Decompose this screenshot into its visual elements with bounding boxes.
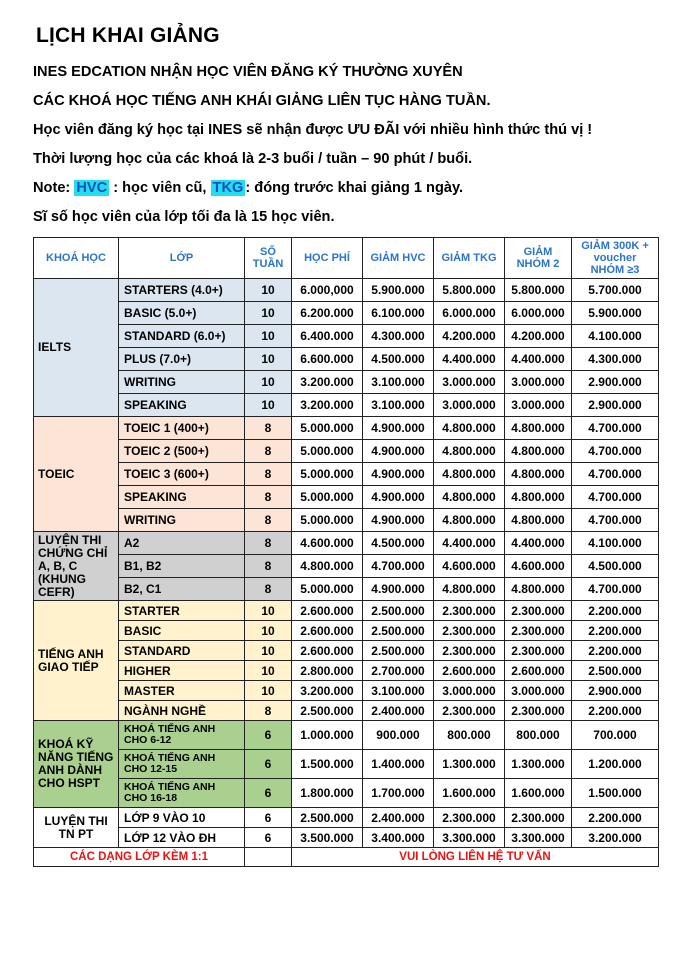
cell-g2: 4.400.000: [505, 348, 572, 371]
cell-hvc: 1.400.000: [363, 750, 434, 779]
cell-v: 2.200.000: [572, 641, 659, 661]
cell-fee: 1.800.000: [292, 779, 363, 808]
class-name: LỚP 12 VÀO ĐH: [119, 828, 245, 848]
cell-tkg: 800.000: [434, 721, 505, 750]
cell-g2: 2.300.000: [505, 641, 572, 661]
cell-fee: 2.500.000: [292, 808, 363, 828]
cell-g2: 4.400.000: [505, 532, 572, 555]
cell-g2: 3.000.000: [505, 371, 572, 394]
table-row: [34, 371, 659, 394]
cell-w: 6: [245, 779, 292, 808]
cell-tkg: 4.800.000: [434, 417, 505, 440]
footer-row: [34, 848, 659, 867]
cell-w: 10: [245, 348, 292, 371]
cell-w: 10: [245, 621, 292, 641]
cell-tkg: 3.300.000: [434, 828, 505, 848]
class-name: NGÀNH NGHỀ: [119, 701, 245, 721]
cell-hvc: 4.900.000: [363, 440, 434, 463]
class-name: WRITING: [119, 371, 245, 394]
cell-tkg: 4.800.000: [434, 440, 505, 463]
cell-v: 3.200.000: [572, 828, 659, 848]
class-name: B2, C1: [119, 578, 245, 601]
cell-v: 5.900.000: [572, 302, 659, 325]
cell-g2: 4.800.000: [505, 440, 572, 463]
cell-w: 8: [245, 578, 292, 601]
cell-w: 10: [245, 394, 292, 417]
header-tkg: GIẢM TKG: [434, 238, 505, 279]
cell-fee: 6.600.000: [292, 348, 363, 371]
cell-g2: 2.300.000: [505, 701, 572, 721]
intro-line-2: CÁC KHOÁ HỌC TIẾNG ANH KHÁI GIẢNG LIÊN TỤC HÀNG TUẦN.: [33, 93, 491, 109]
cell-v: 2.200.000: [572, 621, 659, 641]
cell-hvc: 4.900.000: [363, 463, 434, 486]
cell-tkg: 3.000.000: [434, 681, 505, 701]
group-ielts: IELTS: [34, 279, 119, 417]
cell-w: 10: [245, 302, 292, 325]
class-name: STANDARD (6.0+): [119, 325, 245, 348]
cell-w: 10: [245, 371, 292, 394]
class-name: SPEAKING: [119, 486, 245, 509]
cell-tkg: 2.300.000: [434, 808, 505, 828]
cell-fee: 5.000.000: [292, 440, 363, 463]
class-name: PLUS (7.0+): [119, 348, 245, 371]
cell-w: 10: [245, 641, 292, 661]
header-group: GIẢM NHÓM 2: [505, 238, 572, 279]
cell-w: 8: [245, 509, 292, 532]
cell-w: 6: [245, 750, 292, 779]
table-body: [34, 279, 659, 867]
cell-fee: 5.000.000: [292, 578, 363, 601]
cell-g2: 4.800.000: [505, 486, 572, 509]
cell-w: 8: [245, 463, 292, 486]
class-name: MASTER: [119, 681, 245, 701]
cell-w: 10: [245, 325, 292, 348]
cell-w: 10: [245, 279, 292, 302]
cell-w: 6: [245, 721, 292, 750]
class-name: TOEIC 3 (600+): [119, 463, 245, 486]
table-row: [34, 302, 659, 325]
table-row: [34, 808, 659, 828]
table-row: [34, 750, 659, 779]
class-name: KHOÁ TIẾNG ANH CHO 12-15: [119, 750, 245, 779]
cell-v: 4.100.000: [572, 325, 659, 348]
footer-left: CÁC DẠNG LỚP KÈM 1:1: [34, 848, 245, 867]
cell-hvc: 2.500.000: [363, 601, 434, 621]
cell-v: 4.500.000: [572, 555, 659, 578]
header-course: KHOÁ HỌC: [34, 238, 119, 279]
class-name: TOEIC 2 (500+): [119, 440, 245, 463]
cell-tkg: 3.000.000: [434, 394, 505, 417]
cell-tkg: 4.200.000: [434, 325, 505, 348]
cell-g2: 6.000.000: [505, 302, 572, 325]
cell-tkg: 2.300.000: [434, 601, 505, 621]
cell-hvc: 1.700.000: [363, 779, 434, 808]
intro-line-6: Sĩ số học viên của lớp tối đa là 15 học viên.: [33, 209, 335, 225]
cell-tkg: 2.300.000: [434, 701, 505, 721]
cell-w: 8: [245, 701, 292, 721]
cell-g2: 2.600.000: [505, 661, 572, 681]
tuition-table: [33, 237, 659, 867]
table-row: [34, 348, 659, 371]
cell-g2: 800.000: [505, 721, 572, 750]
cell-hvc: 4.900.000: [363, 578, 434, 601]
table-row: [34, 463, 659, 486]
class-name: KHOÁ TIẾNG ANH CHO 16-18: [119, 779, 245, 808]
cell-fee: 1.000.000: [292, 721, 363, 750]
table-row: [34, 779, 659, 808]
table-row: [34, 701, 659, 721]
cell-g2: 4.600.000: [505, 555, 572, 578]
table-row: [34, 279, 659, 302]
cell-g2: 4.800.000: [505, 417, 572, 440]
cell-v: 1.200.000: [572, 750, 659, 779]
cell-fee: 3.500.000: [292, 828, 363, 848]
footer-right: VUI LÒNG LIÊN HỆ TƯ VẤN: [292, 848, 659, 867]
cell-tkg: 6.000.000: [434, 302, 505, 325]
cell-tkg: 1.600.000: [434, 779, 505, 808]
cell-tkg: 5.800.000: [434, 279, 505, 302]
cell-tkg: 4.800.000: [434, 578, 505, 601]
header-class: LỚP: [119, 238, 245, 279]
class-name: LỚP 9 VÀO 10: [119, 808, 245, 828]
cell-hvc: 5.900.000: [363, 279, 434, 302]
cell-tkg: 4.400.000: [434, 348, 505, 371]
table-row: [34, 440, 659, 463]
cell-hvc: 4.900.000: [363, 486, 434, 509]
cell-w: 6: [245, 808, 292, 828]
table-row: [34, 555, 659, 578]
class-name: KHOÁ TIẾNG ANH CHO 6-12: [119, 721, 245, 750]
cell-tkg: 2.600.000: [434, 661, 505, 681]
cell-fee: 4.800.000: [292, 555, 363, 578]
cell-g2: 3.000.000: [505, 681, 572, 701]
group-toeic: TOEIC: [34, 417, 119, 532]
cell-v: 4.100.000: [572, 532, 659, 555]
table-row: [34, 578, 659, 601]
cell-hvc: 3.400.000: [363, 828, 434, 848]
cell-tkg: 4.800.000: [434, 509, 505, 532]
group-kn: KHOÁ KỸ NĂNG TIẾNG ANH DÀNH CHO HSPT: [34, 721, 119, 808]
cell-g2: 4.200.000: [505, 325, 572, 348]
tkg-highlight: TKG: [212, 180, 244, 196]
cell-hvc: 4.900.000: [363, 417, 434, 440]
cell-g2: 3.300.000: [505, 828, 572, 848]
cell-v: 4.700.000: [572, 578, 659, 601]
cell-hvc: 3.100.000: [363, 681, 434, 701]
class-name: WRITING: [119, 509, 245, 532]
table-row: [34, 325, 659, 348]
cell-fee: 2.600.000: [292, 621, 363, 641]
class-name: TOEIC 1 (400+): [119, 417, 245, 440]
cell-v: 2.900.000: [572, 371, 659, 394]
table-row: [34, 828, 659, 848]
class-name: STANDARD: [119, 641, 245, 661]
cell-tkg: 4.600.000: [434, 555, 505, 578]
class-name: HIGHER: [119, 661, 245, 681]
table-row: [34, 721, 659, 750]
cell-v: 4.700.000: [572, 486, 659, 509]
table-row: [34, 532, 659, 555]
table-row: [34, 641, 659, 661]
cell-g2: 2.300.000: [505, 808, 572, 828]
cell-v: 4.700.000: [572, 463, 659, 486]
cell-tkg: 4.800.000: [434, 463, 505, 486]
cell-fee: 2.600.000: [292, 601, 363, 621]
cell-fee: 6.200.000: [292, 302, 363, 325]
intro-line-3: Học viên đăng ký học tại INES sẽ nhận được ƯU ĐÃI với nhiều hình thức thú vị !: [33, 122, 593, 138]
note-end: : đóng trước khai giảng 1 ngày.: [245, 180, 464, 196]
cell-w: 8: [245, 486, 292, 509]
cell-fee: 1.500.000: [292, 750, 363, 779]
cell-w: 8: [245, 555, 292, 578]
cell-v: 2.900.000: [572, 394, 659, 417]
cell-hvc: 3.100.000: [363, 394, 434, 417]
class-name: A2: [119, 532, 245, 555]
class-name: BASIC (5.0+): [119, 302, 245, 325]
cell-hvc: 3.100.000: [363, 371, 434, 394]
table-row: [34, 417, 659, 440]
cell-w: 6: [245, 828, 292, 848]
hvc-highlight: HVC: [76, 180, 108, 196]
cell-fee: 5.000.000: [292, 509, 363, 532]
cell-hvc: 2.500.000: [363, 621, 434, 641]
table-row: [34, 486, 659, 509]
cell-hvc: 6.100.000: [363, 302, 434, 325]
cell-fee: 2.800.000: [292, 661, 363, 681]
page-title: LỊCH KHAI GIẢNG: [36, 24, 220, 47]
cell-fee: 2.600.000: [292, 641, 363, 661]
cell-hvc: 2.700.000: [363, 661, 434, 681]
class-name: STARTER: [119, 601, 245, 621]
note-mid: : học viên cũ,: [109, 180, 211, 196]
cell-fee: 3.200.000: [292, 371, 363, 394]
group-cefr: LUYỆN THI CHỨNG CHỈ A, B, C (KHUNG CEFR): [34, 532, 119, 601]
cell-tkg: 4.800.000: [434, 486, 505, 509]
cell-v: 4.700.000: [572, 509, 659, 532]
cell-v: 2.200.000: [572, 808, 659, 828]
cell-hvc: 4.900.000: [363, 509, 434, 532]
cell-g2: 2.300.000: [505, 621, 572, 641]
cell-g2: 2.300.000: [505, 601, 572, 621]
table-row: [34, 601, 659, 621]
cell-v: 2.900.000: [572, 681, 659, 701]
cell-hvc: 4.700.000: [363, 555, 434, 578]
footer-empty: [245, 848, 292, 867]
cell-fee: 6.000,000: [292, 279, 363, 302]
table-row: [34, 661, 659, 681]
header-voucher: GIẢM 300K + voucher NHÓM ≥3: [572, 238, 659, 279]
cell-tkg: 3.000.000: [434, 371, 505, 394]
cell-g2: 1.600.000: [505, 779, 572, 808]
header-fee: HỌC PHÍ: [292, 238, 363, 279]
cell-hvc: 4.300.000: [363, 325, 434, 348]
table-row: [34, 509, 659, 532]
cell-w: 8: [245, 440, 292, 463]
table-row: [34, 394, 659, 417]
cell-v: 2.500.000: [572, 661, 659, 681]
class-name: SPEAKING: [119, 394, 245, 417]
cell-w: 10: [245, 661, 292, 681]
cell-g2: 3.000.000: [505, 394, 572, 417]
cell-fee: 3.200.000: [292, 394, 363, 417]
class-name: STARTERS (4.0+): [119, 279, 245, 302]
class-name: B1, B2: [119, 555, 245, 578]
cell-g2: 4.800.000: [505, 578, 572, 601]
cell-g2: 4.800.000: [505, 509, 572, 532]
cell-fee: 4.600.000: [292, 532, 363, 555]
cell-v: 2.200.000: [572, 701, 659, 721]
note-prefix: Note:: [33, 180, 75, 196]
cell-w: 8: [245, 417, 292, 440]
cell-fee: 5.000.000: [292, 486, 363, 509]
cell-hvc: 900.000: [363, 721, 434, 750]
cell-g2: 4.800.000: [505, 463, 572, 486]
cell-fee: 5.000.000: [292, 463, 363, 486]
header-hvc: GIẢM HVC: [363, 238, 434, 279]
cell-v: 4.700.000: [572, 440, 659, 463]
cell-v: 1.500.000: [572, 779, 659, 808]
cell-w: 10: [245, 601, 292, 621]
cell-w: 10: [245, 681, 292, 701]
cell-fee: 6.400.000: [292, 325, 363, 348]
cell-fee: 5.000.000: [292, 417, 363, 440]
table-row: [34, 681, 659, 701]
cell-v: 700.000: [572, 721, 659, 750]
group-tn: LUYỆN THI TN PT: [34, 808, 119, 848]
cell-v: 4.300.000: [572, 348, 659, 371]
cell-fee: 3.200.000: [292, 681, 363, 701]
intro-line-4: Thời lượng học của các khoá là 2-3 buổi / tuần – 90 phút / buổi.: [33, 151, 473, 167]
cell-v: 4.700.000: [572, 417, 659, 440]
cell-tkg: 2.300.000: [434, 621, 505, 641]
cell-hvc: 2.400.000: [363, 701, 434, 721]
cell-tkg: 1.300.000: [434, 750, 505, 779]
cell-hvc: 2.400.000: [363, 808, 434, 828]
group-gt: TIẾNG ANH GIAO TIẾP: [34, 601, 119, 721]
cell-v: 5.700.000: [572, 279, 659, 302]
cell-fee: 2.500.000: [292, 701, 363, 721]
header-weeks: SỐ TUẦN: [245, 238, 292, 279]
cell-g2: 1.300.000: [505, 750, 572, 779]
note-line: [33, 180, 463, 196]
class-name: BASIC: [119, 621, 245, 641]
cell-tkg: 4.400.000: [434, 532, 505, 555]
table-row: [34, 621, 659, 641]
header-row: [34, 238, 659, 279]
cell-tkg: 2.300.000: [434, 641, 505, 661]
cell-hvc: 2.500.000: [363, 641, 434, 661]
cell-w: 8: [245, 532, 292, 555]
intro-line-1: INES EDCATION NHẬN HỌC VIÊN ĐĂNG KÝ THƯỜNG XUYÊN: [33, 64, 463, 80]
cell-v: 2.200.000: [572, 601, 659, 621]
cell-g2: 5.800.000: [505, 279, 572, 302]
cell-hvc: 4.500.000: [363, 532, 434, 555]
cell-hvc: 4.500.000: [363, 348, 434, 371]
